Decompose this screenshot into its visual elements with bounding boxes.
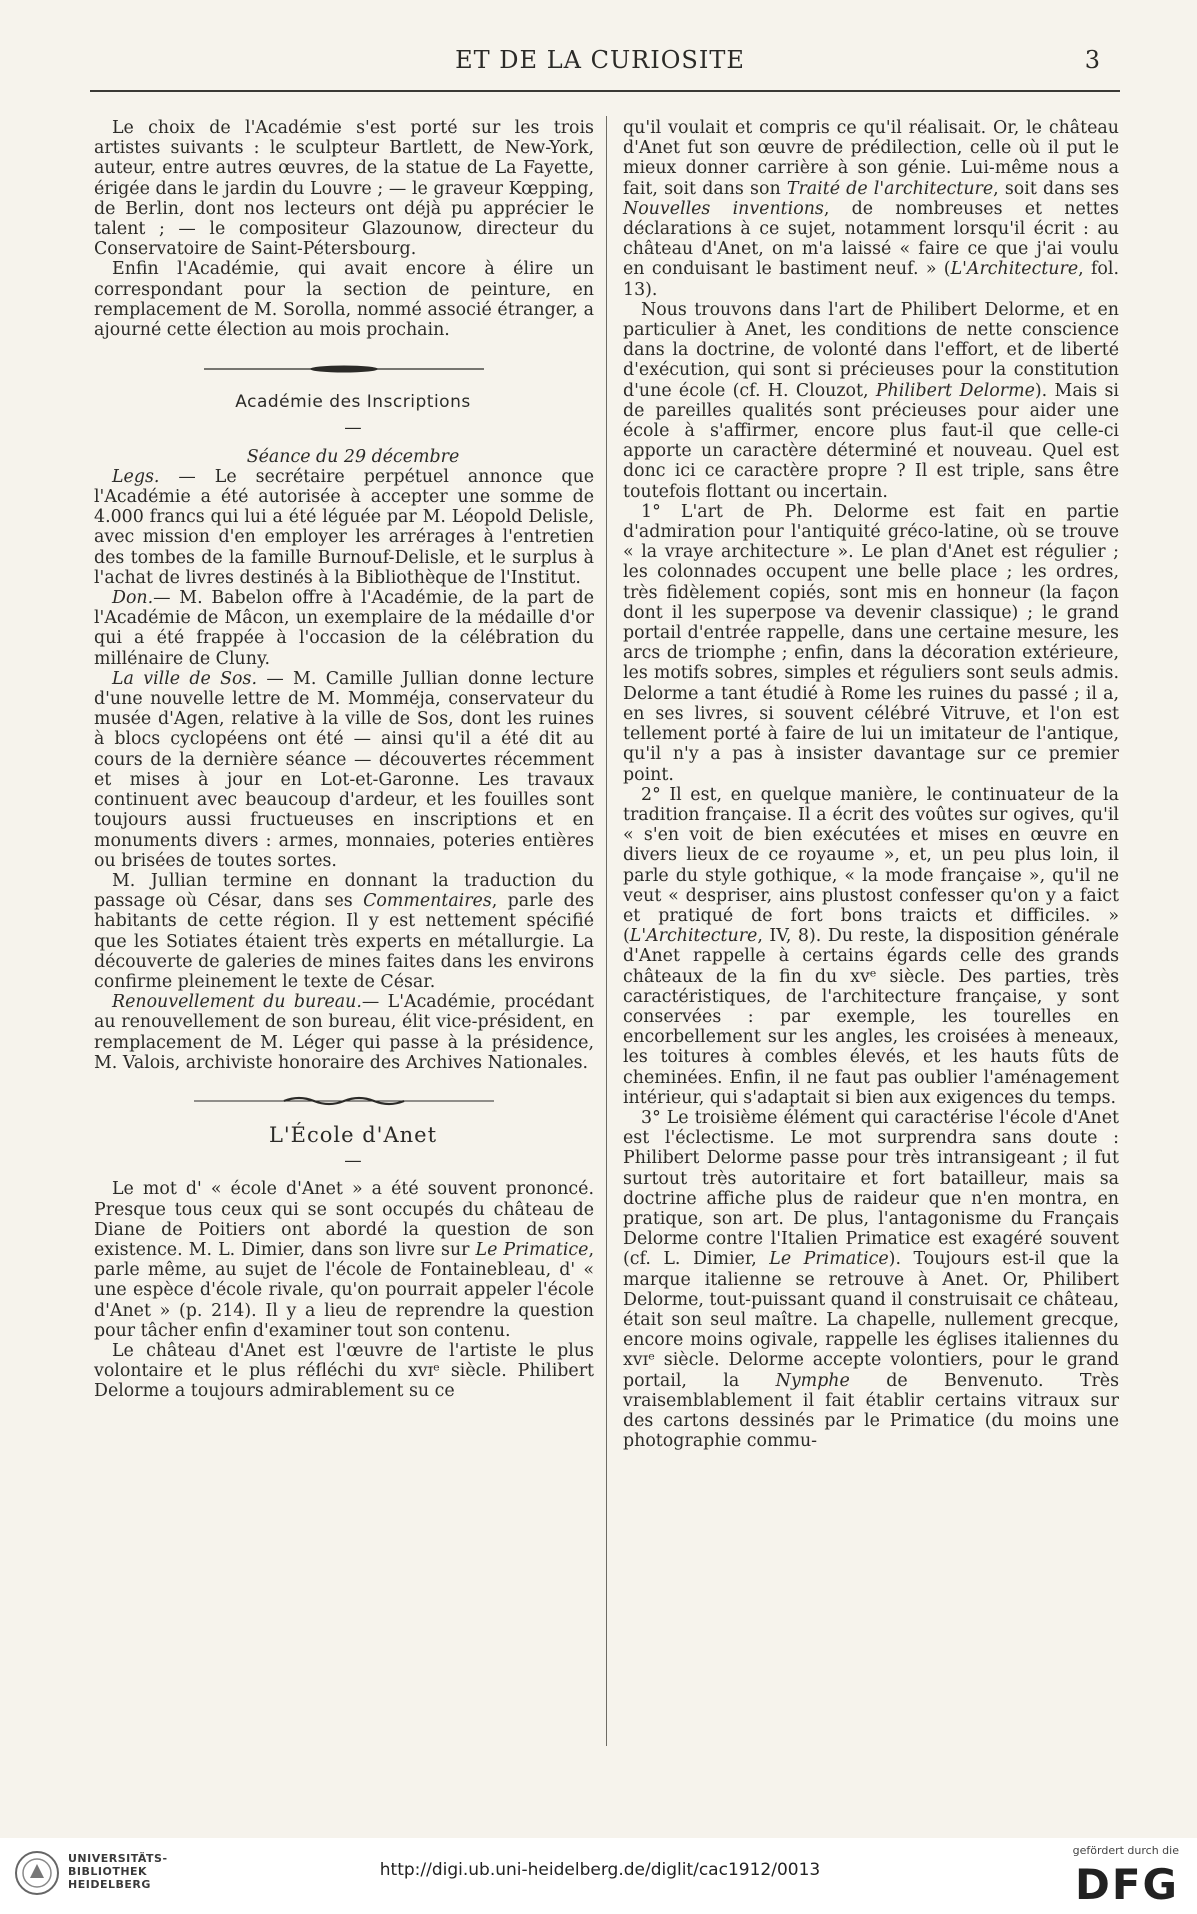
running-title: ET DE LA CURIOSITE xyxy=(455,46,745,74)
university-seal-icon xyxy=(14,1850,60,1896)
ornament-divider xyxy=(194,1095,494,1107)
header-rule xyxy=(90,90,1120,92)
paragraph-jullian: M. Jullian termine en donnant la traduction du passage où César, dans ses Commentaires, parle des habitants de cette région. Il y est nettement spécifié que les Sotiates étaient très experts en métallurgie. La découverte de galeries de mines faites dans les environs confirme pleinement le texte de César. xyxy=(94,870,594,992)
ornament-divider xyxy=(204,364,484,374)
viewer-footer xyxy=(0,1838,1197,1914)
separator-dash: — xyxy=(344,418,362,439)
item-label: Don. xyxy=(112,588,154,609)
paragraph-don: Don.— M. Babelon offre à l'Académie, de la part de l'Académie de Mâcon, un exemplaire de la médaille d'or qui a été frappée à l'occasion de la célébration du millénaire de Cluny. xyxy=(94,588,594,669)
funding-note: gefördert durch die xyxy=(1072,1844,1179,1857)
paragraph: Le château d'Anet est l'œuvre de l'artiste le plus volontaire et le plus réfléchi du xvɪᵉ siècle. Philibert Delorme a toujours admirablement su ce xyxy=(94,1340,594,1402)
section-subtitle: Séance du 29 décembre xyxy=(246,446,460,467)
paragraph: Enfin l'Académie, qui avait encore à élire un correspondant pour la section de peinture, en remplacement de M. Sorolla, nommé associé étranger, a ajourné cette élection au mois prochain. xyxy=(94,259,594,341)
paragraph: qu'il voulait et compris ce qu'il réalisait. Or, le château d'Anet fut son œuvre de prédilection, celle où il put le mieux donner carrière à son génie. Lui-même nous a fait, soit dans son Traité de l'architecture, soit dans ses Nouvelles inventions, de nombreuses et nettes déclarations à ce sujet, notamment lorsqu'il écrit : au château d'Anet, on m'a laissé « faire ce que j'ai voulu en conduisant le bastiment neuf. » (L'Architecture, fol. 13). xyxy=(623,118,1119,300)
paragraph-renouvellement: Renouvellement du bureau.— L'Académie, procédant au renouvellement de son bureau, élit vice-président, en remplacement de M. Léger qui passe à la présidence, M. Valois, archiviste honoraire des Archives Nationales. xyxy=(94,992,594,1073)
dfg-logo: DFG xyxy=(1074,1860,1179,1909)
paragraph: 3° Le troisième élément qui caractérise l'école d'Anet est l'éclectisme. Le mot surprendra sans doute : Philibert Delorme passe pour très intransigeant ; il fut surtout très autoritaire et fort batailleur, mais sa doctrine affiche plus de raideur que n'en montra, en pratique, son art. De plus, l'antagonisme du Français Delorme contre l'Italien Primatice est exagéré souvent (cf. L. Dimier, Le Primatice). Toujours est-il que la marque italienne se retrouve à Anet. Or, Philibert Delorme, tout-puissant quand il construisait ce château, était son seul maître. La chapelle, nullement grecque, encore moins ogivale, rappelle les églises italiennes du xvɪᵉ siècle. Delorme accepte volontiers, pour le grand portail, la Nymphe de Benvenuto. Très vraisemblablement il fait établir certains vitraux sur des cartons dessinés par le Primatice (du moins une photographie commu- xyxy=(623,1107,1120,1452)
section-title: L'École d'Anet xyxy=(268,1122,438,1147)
permalink-url[interactable]: http://digi.ub.uni-heidelberg.de/diglit/cac1912/0013 xyxy=(379,1860,821,1880)
right-column xyxy=(623,118,1119,1451)
column-divider xyxy=(606,116,607,1746)
paragraph-legs: Legs. — Le secrétaire perpétuel annonce que l'Académie a été autorisée à accepter une somme de 4.000 francs qui lui a été léguée par M. Léopold Delisle, avec mission d'en employer les arrérages à l'entretien des tombes de la famille Burnouf-Delisle, et le surplus à l'achat de livres destinés à la Bibliothèque de l'Institut. xyxy=(94,466,594,588)
item-label: Renouvellement du bureau. xyxy=(112,992,362,1013)
paragraph-sos: La ville de Sos. — M. Camille Jullian donne lecture d'une nouvelle lettre de M. Momméja, conservateur du musée d'Agen, relative à la ville de Sos, dont les ruines à blocs cyclopéens ont été — ainsi qu'il a été dit au cours de la dernière séance — découvertes récemment et mises à jour en Lot-et-Garonne. Les travaux continuent avec beaucoup d'ardeur, et les fouilles sont toujours aussi fructueuses en inscriptions et en monuments divers : armes, monnaies, poteries entières ou brisées de toutes sortes. xyxy=(94,668,594,871)
paragraph: 1° L'art de Ph. Delorme est fait en partie d'admiration pour l'antiquité gréco-latine, où se trouve « la vraye architecture ». Le plan d'Anet est régulier ; les colonnades occupent une belle place ; les ordres, très fidèlement copiés, sont mis en honneur (la façon dont il les superpose va devenir classique) ; le grand portail d'entrée rappelle, dans une certaine mesure, les arcs de triomphe ; enfin, dans la décoration extérieure, les motifs sobres, simples et réguliers sont seuls admis. Delorme a tant étudié à Rome les ruines du passé ; il a, en ses livres, si souvent célébré Vitruve, et l'on est tellement porté à faire de lui un imitateur de l'antique, qu'il n'y a pas à insister davantage sur ce premier point. xyxy=(623,501,1119,785)
section-title: Académie des Inscriptions xyxy=(235,392,471,413)
item-label: La ville de Sos. xyxy=(112,668,257,689)
item-label: Legs. xyxy=(112,466,160,487)
left-column xyxy=(94,118,594,1402)
paragraph: Le mot d' « école d'Anet » a été souvent prononcé. Presque tous ceux qui se sont occupés du château de Diane de Poitiers ont abordé la question de son existence. M. L. Dimier, dans son livre sur Le Primatice, parle même, au sujet de l'école de Fontainebleau, d' « une espèce d'école rivale, qu'on pourrait appeler l'école d'Anet » (p. 214). Il y a lieu de reprendre la question pour tâcher enfin d'examiner tout son contenu. xyxy=(94,1179,594,1341)
paragraph: Le choix de l'Académie s'est porté sur les trois artistes suivants : le sculpteur Bartlett, de New-York, auteur, entre autres œuvres, de la statue de La Fayette, érigée dans le jardin du Louvre ; — le graveur Kœpping, de Berlin, dont nos lecteurs ont déjà pu apprécier le talent ; — le compositeur Glazounow, directeur du Conservatoire de Saint-Pétersbourg. xyxy=(94,118,594,260)
page-number: 3 xyxy=(1084,46,1100,74)
page-header xyxy=(90,46,1110,86)
institution-name: UNIVERSITÄTS- BIBLIOTHEK HEIDELBERG xyxy=(68,1852,168,1891)
paragraph: 2° Il est, en quelque manière, le continuateur de la tradition française. Il a écrit des voûtes sur ogives, qu'il « s'en voit de bien exécutées et mises en œuvre en divers lieux de ce royaume », et, un peu plus loin, il parle du style gothique, « la mode française », qu'il ne veut « despriser, ains plustost confesser qu'on y a faict et pratiqué de fort bons traicts et difficiles. » (L'Architecture, IV, 8). Du reste, la disposition générale d'Anet rappelle à certains égards celle des grands châteaux de la fin du xvᵉ siècle. Des parties, très caractéristiques, de l'architecture française, y sont conservées : par exemple, les tourelles en encorbellement sur les angles, les croisées à meneaux, les toitures à combles élevés, et les hauts fûts de cheminées. Enfin, il ne faut pas oublier l'aménagement intérieur, qui s'adaptait si bien aux exigences du temps. xyxy=(623,784,1119,1108)
separator-dash: — xyxy=(344,1151,362,1172)
paragraph: Nous trouvons dans l'art de Philibert Delorme, et en particulier à Anet, les conditions de nette conscience dans la doctrine, de volonté dans l'effort, et de liberté d'exécution, qui sont si précieuses pour la constitution d'une école (cf. H. Clouzot, Philibert Delorme). Mais si de pareilles qualités sont précieuses pour aider une école à s'affirmer, encore plus faut-il que celle-ci apporte un caractère déterminé et nouveau. Quel est donc ici ce caractère propre ? Il est triple, sans être toutefois flottant ou incertain. xyxy=(623,299,1119,502)
